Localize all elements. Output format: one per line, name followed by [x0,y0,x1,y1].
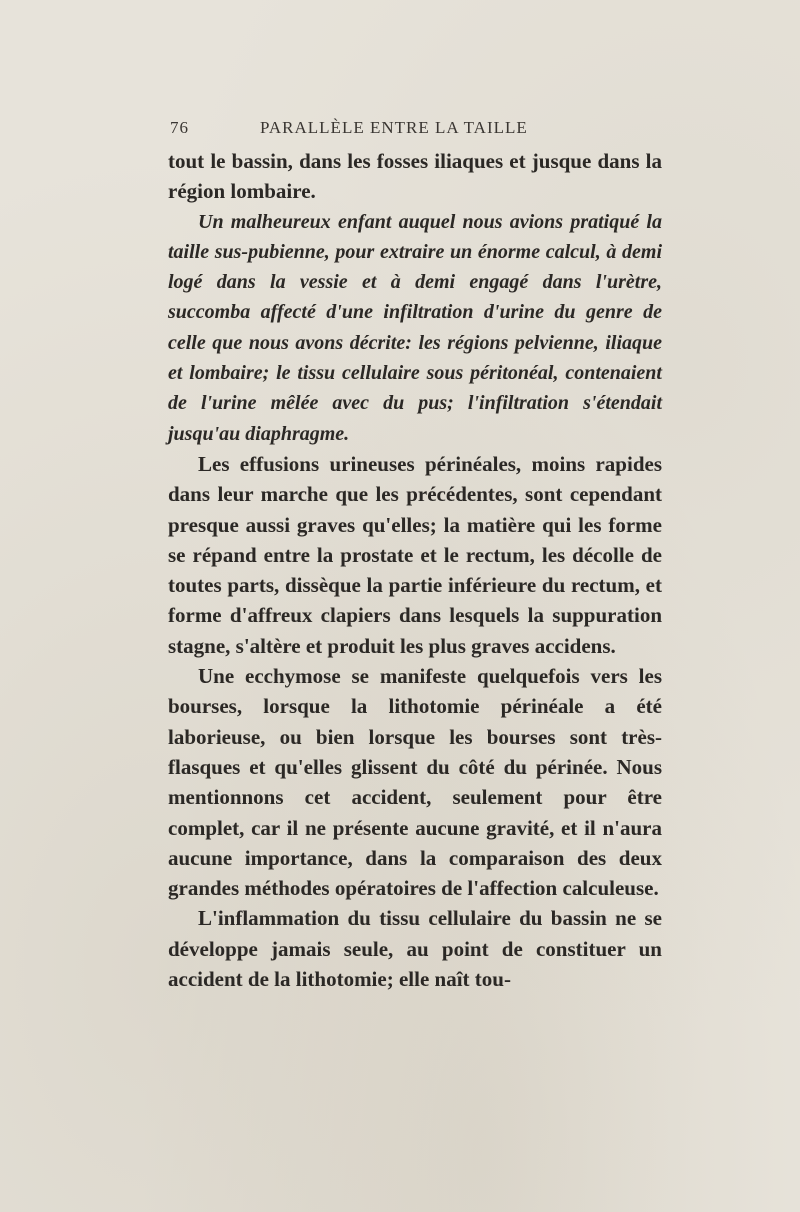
page-number: 76 [170,118,189,137]
body-text [168,146,662,994]
paragraph-perineal-effusions: Les effusions urineuses périnéales, moins rapides dans leur marche que les précédentes, sont cependant presque aussi graves qu'elles; la matière qui les forme se répand entre la prostate et le rectum, les décolle de toutes parts, dissèque la partie inférieure du rectum, et forme d'affreux clapiers dans lesquels la suppuration stagne, s'altère et produit les plus graves accidens. [168,451,662,658]
paragraph-ecchymosis: Une ecchymose se manifeste quelquefois vers les bourses, lorsque la lithotomie périnéale a été laborieuse, ou bien lorsque les bourses sont très-flasques et qu'elles glissent du côté du périnée. Nous mentionnons cet accident, seulement pour être complet, car il ne présente aucune gravité, et il n'aura aucune importance, dans la comparaison des deux grandes méthodes opératoires de l'affection calculeuse. [168,664,662,901]
paragraph-continuation: tout le bassin, dans les fosses iliaques et jusque dans la région lombaire. [168,149,662,204]
paragraph-inflammation: L'inflammation du tissu cellulaire du bassin ne se développe jamais seule, au point de constituer un accident de la lithotomie; elle naît tou- [168,906,662,992]
running-title: PARALLÈLE ENTRE LA TAILLE [260,118,528,137]
page-header [170,118,662,142]
paragraph-case-report: Un malheureux enfant auquel nous avions pratiqué la taille sus-pubienne, pour extraire un énorme calcul, à demi logé dans la vessie et à demi engagé dans l'urètre, succomba affecté d'une infiltration d'urine du genre de celle que nous avons décrite: les régions pelvienne, iliaque et lombaire; le tissu cellulaire sous péritonéal, contenaient de l'urine mêlée avec du pus; l'infiltration s'étendait jusqu'au diaphragme. [168,210,662,445]
